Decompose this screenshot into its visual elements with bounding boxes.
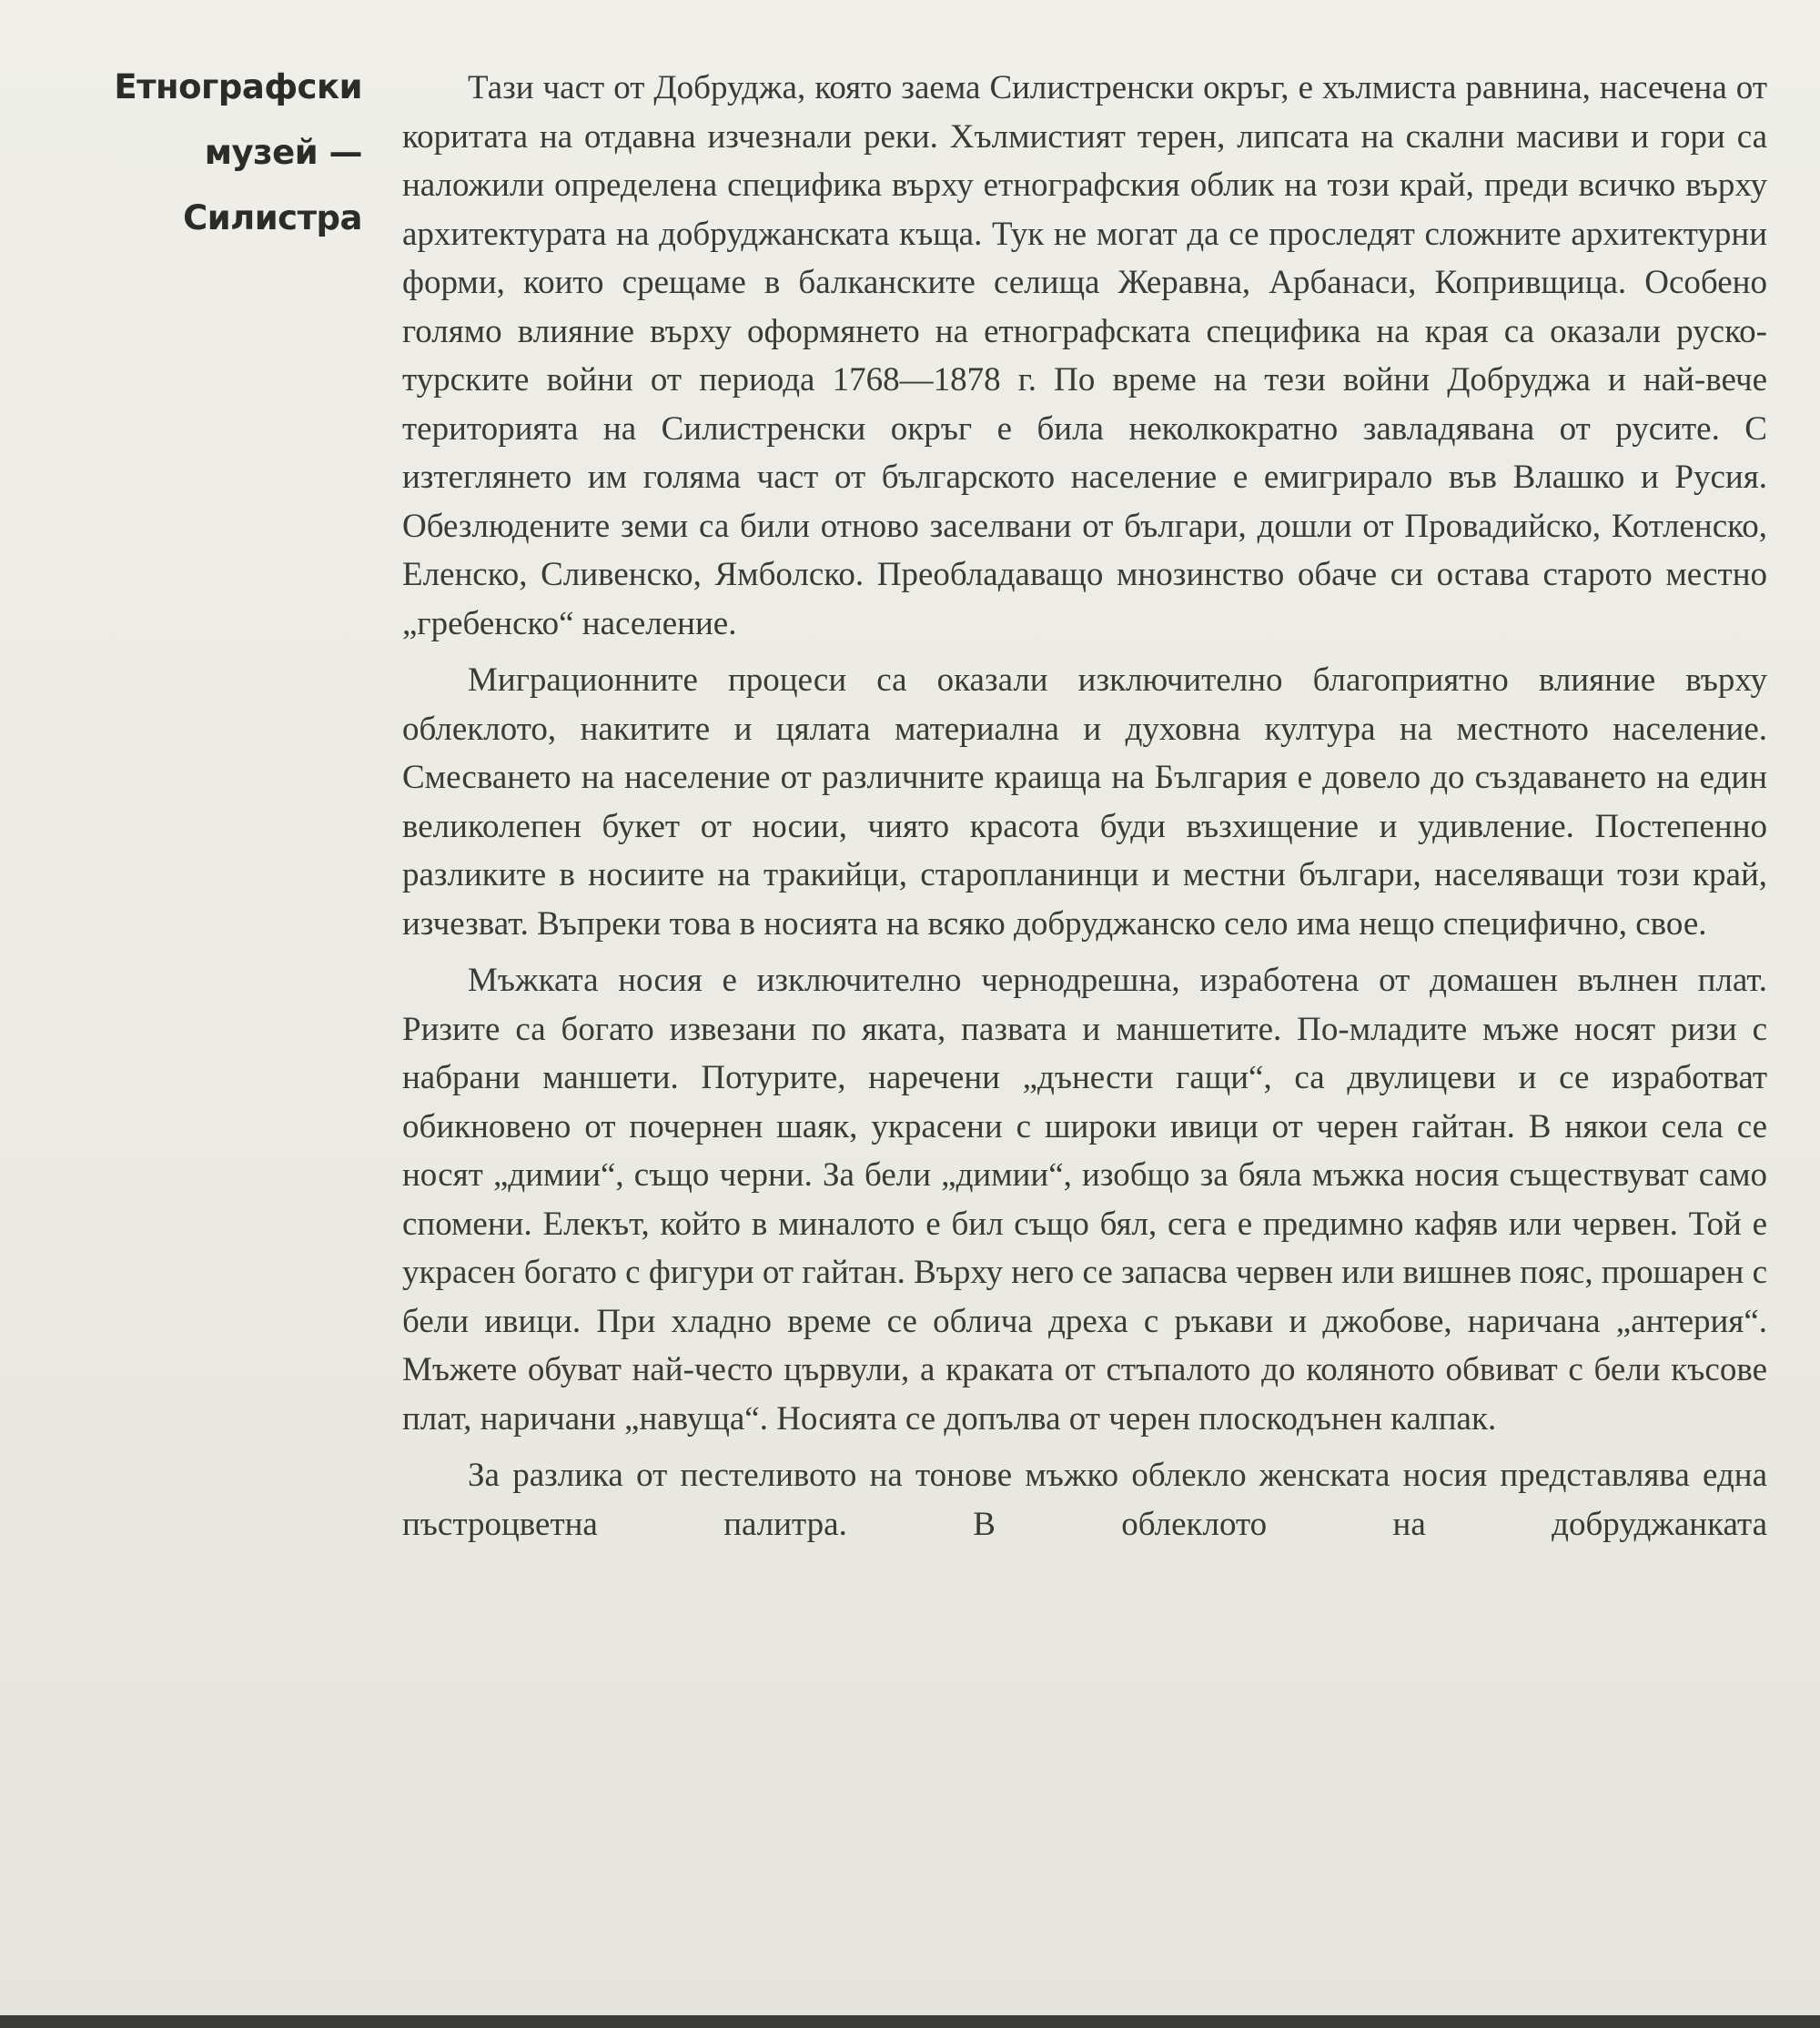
paragraph-1: Тази част от Добруджа, която заема Силистренски окръг, е хълмиста равнина, насечена от коритата на отдавна изчезнали реки. Хълмистият терен, липсата на скални масиви и гори са наложили определена специфика върху етнографския облик на този край, преди всичко върху архитектурата на добруджанската къща. Тук не могат да се проследят сложните архитектурни форми, които срещаме в балканските селища Жеравна, Арбанаси, Копривщица. Особено голямо влияние върху оформянето на етнографската специфика на края са оказали руско-турските войни от периода 1768—1878 г. По време на тези войни Добруджа и най-вече територията на Силистренски окръг е била неколкократно завладявана от русите. С изтеглянето им голяма част от българското население е емигрирало във Влашко и Русия. Обезлюдените земи са били отново заселвани от българи, дошли от Провадийско, Котленско, Еленско, Сливенско, Ямболско. Преобладаващо мнозинство обаче си остава старото местно „гребенско“ население. [402, 69, 1767, 642]
paragraph-2: Миграционните процеси са оказали изключително благоприятно влияние върху облеклото, накитите и цялата материална и духовна култура на местното население. Смесването на население от различните краища на България е довело до създаването на един великолепен букет от носии, чиято красота буди възхищение и удивление. Постепенно разликите в носиите на тракийци, старопланинци и местни българи, населяващи този край, изчезват. Въпреки това в носията на всяко добруджанско село има нещо специфично, свое. [402, 661, 1767, 943]
article-body [402, 64, 1767, 1557]
page-bottom-edge [0, 2015, 1820, 2028]
paragraph-3: Мъжката носия е изключително чернодрешна, изработена от домашен вълнен плат. Ризите са богато извезани по яката, пазвата и маншетите. По-младите мъже носят ризи с набрани маншети. Потурите, наречени „дънести гащи“, са двулицеви и се изработват обикновено от почернен шаяк, украсени с широки ивици от черен гайтан. В някои села се носят „димии“, също черни. За бели „димии“, изобщо за бяла мъжка носия съществуват само спомени. Елекът, който в миналото е бил също бял, сега е предимно кафяв или червен. Той е украсен богато с фигури от гайтан. Върху него се запасва червен или вишнев пояс, прошарен с бели ивици. При хладно време се облича дреха с ръкави и джобове, наричана „антерия“. Мъжете обуват най-често цървули, а краката от стъпалото до коляното обвиват с бели късове плат, наричани „навуща“. Носията се допълва от черен плоскодънен калпак. [402, 962, 1767, 1438]
section-heading [73, 55, 362, 251]
heading-line-1: Етнографски [114, 67, 362, 106]
heading-line-2: музей — [204, 133, 362, 172]
paragraph-4: За разлика от пестеливото на тонове мъжко облекло женската носия представлява една пъстроцветна палитра. В облеклото на добруджанката [402, 1457, 1767, 1543]
heading-line-3: Силистра [183, 198, 362, 237]
